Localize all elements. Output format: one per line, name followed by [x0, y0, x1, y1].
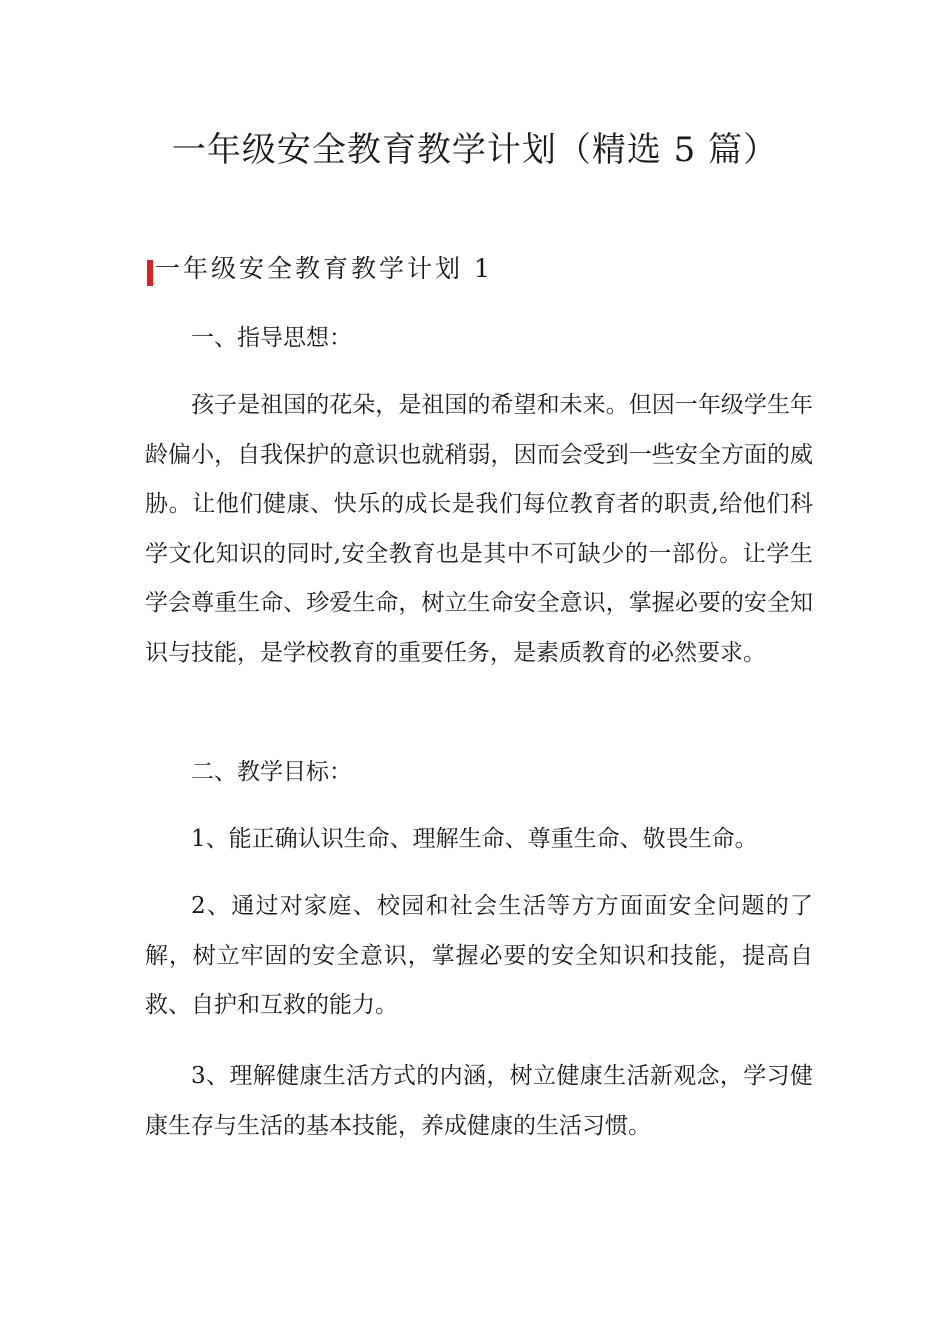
- goal-item-3: 3、理解健康生活方式的内涵，树立健康生活新观念，学习健康生存与生活的基本技能，养成健康的生活习惯。: [145, 1063, 813, 1139]
- section-heading: [147, 251, 493, 287]
- section-heading-text: 一年级安全教育教学计划 1: [155, 254, 493, 283]
- goal-item-1: 1、能正确认识生命、理解生命、尊重生命、敬畏生命。: [191, 826, 758, 852]
- guiding-ideology-heading: 一、指导思想：: [191, 325, 352, 351]
- guiding-ideology-paragraph: 孩子是祖国的花朵，是祖国的希望和未来。但因一年级学生年龄偏小，自我保护的意识也就稍弱，因而会受到一些安全方面的威胁。让他们健康、快乐的成长是我们每位教育者的职责,给他们科学文化知识的同时,安全教育也是其中不可缺少的一部份。让学生学会尊重生命、珍爱生命，树立生命安全意识，掌握必要的安全知识与技能，是学校教育的重要任务，是素质教育的必然要求。: [145, 392, 813, 666]
- heading-marker-icon: [147, 260, 153, 286]
- teaching-goals-heading: 二、教学目标：: [191, 759, 352, 785]
- goal-item-2: 2、通过对家庭、校园和社会生活等方方面面安全问题的了解，树立牢固的安全意识，掌握必要的安全知识和技能，提高自救、自护和互救的能力。: [145, 893, 813, 1018]
- document-title: 一年级安全教育教学计划（精选 5 篇）: [171, 130, 779, 170]
